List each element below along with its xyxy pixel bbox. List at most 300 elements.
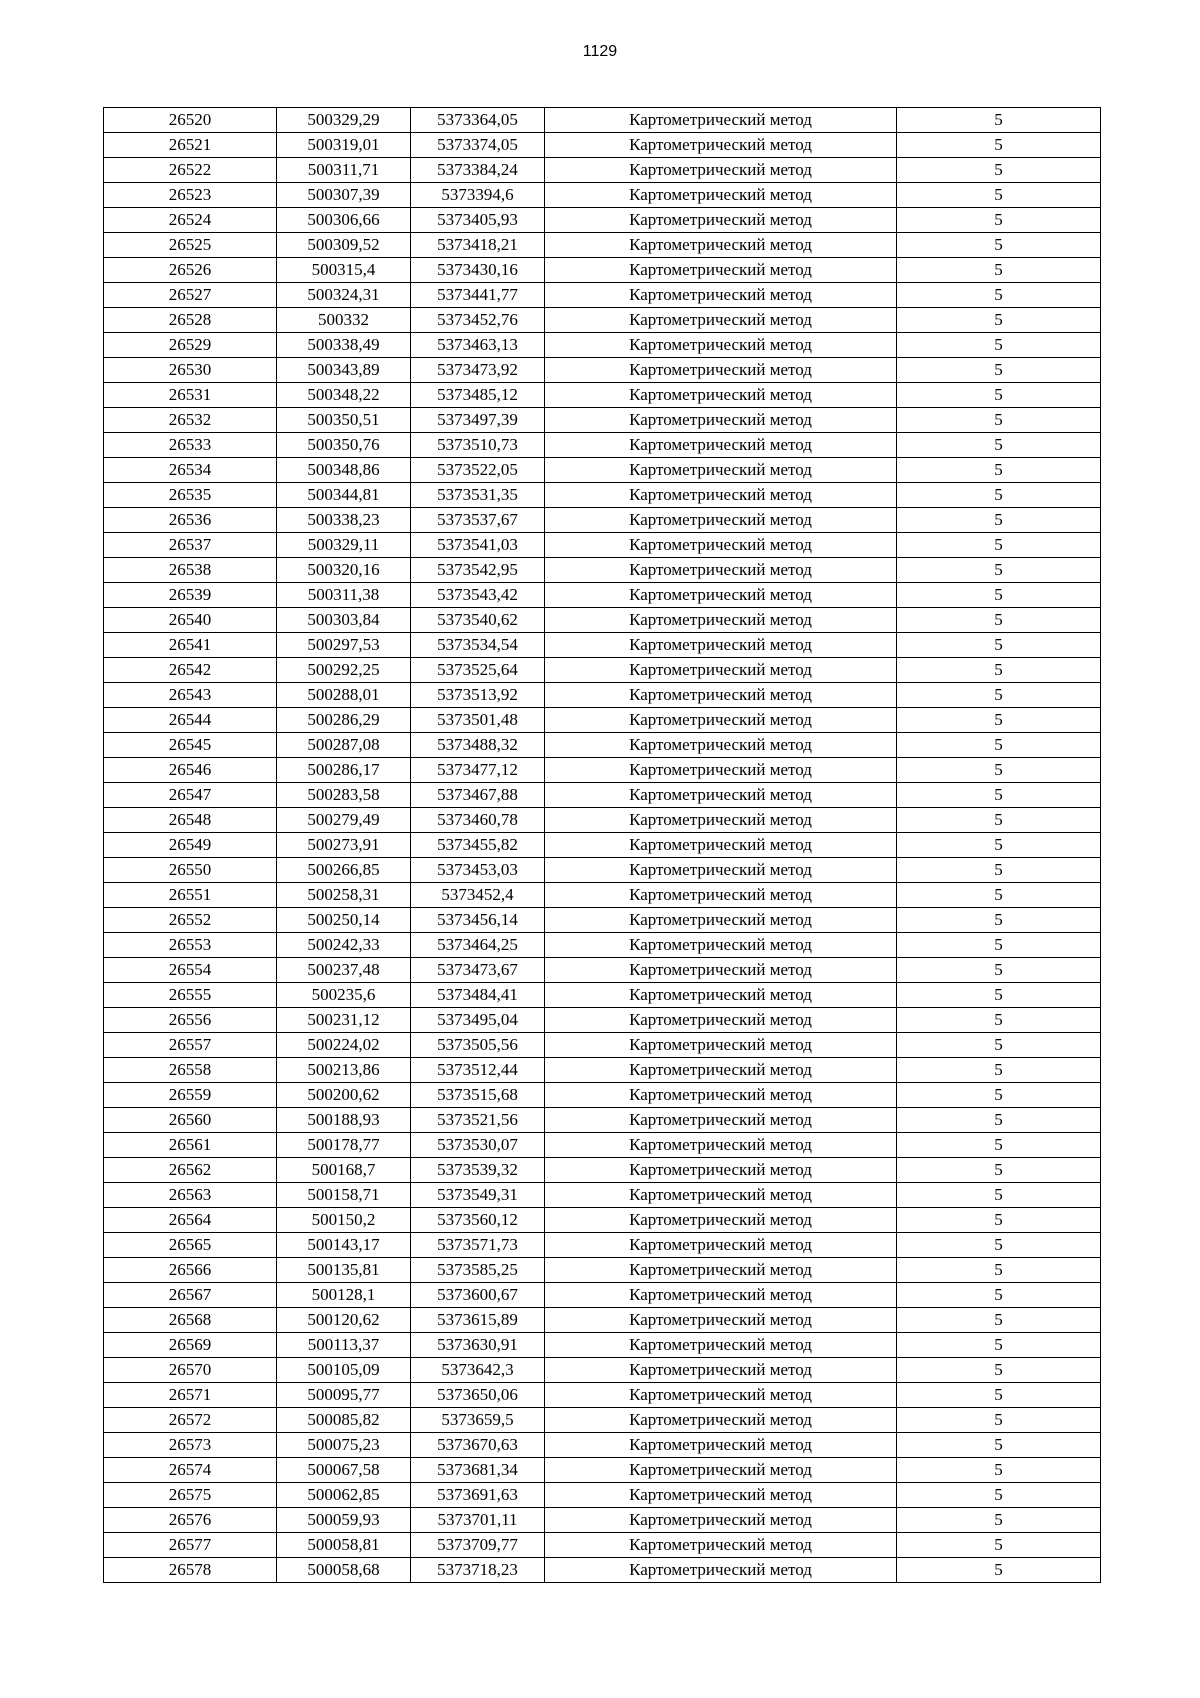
method-cell: Картометрический метод (545, 1183, 897, 1208)
y-coordinate-cell: 5373452,76 (411, 308, 545, 333)
point-number-cell: 26554 (104, 958, 277, 983)
method-cell: Картометрический метод (545, 408, 897, 433)
table-row (104, 758, 1101, 783)
point-number-cell: 26535 (104, 483, 277, 508)
accuracy-cell: 5 (897, 1058, 1101, 1083)
point-number-cell: 26569 (104, 1333, 277, 1358)
x-coordinate-cell: 500273,91 (277, 833, 411, 858)
table-row (104, 1058, 1101, 1083)
point-number-cell: 26573 (104, 1433, 277, 1458)
y-coordinate-cell: 5373534,54 (411, 633, 545, 658)
method-cell: Картометрический метод (545, 808, 897, 833)
accuracy-cell: 5 (897, 558, 1101, 583)
y-coordinate-cell: 5373394,6 (411, 183, 545, 208)
accuracy-cell: 5 (897, 833, 1101, 858)
point-number-cell: 26532 (104, 408, 277, 433)
x-coordinate-cell: 500105,09 (277, 1358, 411, 1383)
x-coordinate-cell: 500113,37 (277, 1333, 411, 1358)
y-coordinate-cell: 5373681,34 (411, 1458, 545, 1483)
table-row (104, 808, 1101, 833)
table-row (104, 1508, 1101, 1533)
point-number-cell: 26550 (104, 858, 277, 883)
table-row (104, 358, 1101, 383)
y-coordinate-cell: 5373497,39 (411, 408, 545, 433)
accuracy-cell: 5 (897, 758, 1101, 783)
method-cell: Картометрический метод (545, 1258, 897, 1283)
method-cell: Картометрический метод (545, 658, 897, 683)
x-coordinate-cell: 500085,82 (277, 1408, 411, 1433)
y-coordinate-cell: 5373691,63 (411, 1483, 545, 1508)
x-coordinate-cell: 500200,62 (277, 1083, 411, 1108)
point-number-cell: 26560 (104, 1108, 277, 1133)
accuracy-cell: 5 (897, 1233, 1101, 1258)
point-number-cell: 26521 (104, 133, 277, 158)
y-coordinate-cell: 5373659,5 (411, 1408, 545, 1433)
method-cell: Картометрический метод (545, 708, 897, 733)
x-coordinate-cell: 500120,62 (277, 1308, 411, 1333)
table-row (104, 1433, 1101, 1458)
point-number-cell: 26539 (104, 583, 277, 608)
table-row (104, 958, 1101, 983)
y-coordinate-cell: 5373430,16 (411, 258, 545, 283)
accuracy-cell: 5 (897, 733, 1101, 758)
table-row (104, 1033, 1101, 1058)
y-coordinate-cell: 5373542,95 (411, 558, 545, 583)
method-cell: Картометрический метод (545, 433, 897, 458)
method-cell: Картометрический метод (545, 1158, 897, 1183)
point-number-cell: 26568 (104, 1308, 277, 1333)
point-number-cell: 26549 (104, 833, 277, 858)
point-number-cell: 26561 (104, 1133, 277, 1158)
y-coordinate-cell: 5373630,91 (411, 1333, 545, 1358)
y-coordinate-cell: 5373488,32 (411, 733, 545, 758)
method-cell: Картометрический метод (545, 1308, 897, 1333)
x-coordinate-cell: 500307,39 (277, 183, 411, 208)
table-row (104, 483, 1101, 508)
x-coordinate-cell: 500178,77 (277, 1133, 411, 1158)
accuracy-cell: 5 (897, 583, 1101, 608)
accuracy-cell: 5 (897, 858, 1101, 883)
y-coordinate-cell: 5373531,35 (411, 483, 545, 508)
method-cell: Картометрический метод (545, 508, 897, 533)
table-row (104, 1408, 1101, 1433)
table-row (104, 183, 1101, 208)
accuracy-cell: 5 (897, 783, 1101, 808)
point-number-cell: 26559 (104, 1083, 277, 1108)
accuracy-cell: 5 (897, 958, 1101, 983)
point-number-cell: 26524 (104, 208, 277, 233)
x-coordinate-cell: 500231,12 (277, 1008, 411, 1033)
point-number-cell: 26538 (104, 558, 277, 583)
method-cell: Картометрический метод (545, 1433, 897, 1458)
x-coordinate-cell: 500258,31 (277, 883, 411, 908)
x-coordinate-cell: 500128,1 (277, 1283, 411, 1308)
table-row (104, 1333, 1101, 1358)
accuracy-cell: 5 (897, 1008, 1101, 1033)
method-cell: Картометрический метод (545, 208, 897, 233)
method-cell: Картометрический метод (545, 933, 897, 958)
accuracy-cell: 5 (897, 458, 1101, 483)
y-coordinate-cell: 5373549,31 (411, 1183, 545, 1208)
table-row (104, 833, 1101, 858)
x-coordinate-cell: 500168,7 (277, 1158, 411, 1183)
table-row (104, 883, 1101, 908)
method-cell: Картометрический метод (545, 733, 897, 758)
y-coordinate-cell: 5373384,24 (411, 158, 545, 183)
x-coordinate-cell: 500058,68 (277, 1558, 411, 1583)
table-row (104, 633, 1101, 658)
point-number-cell: 26537 (104, 533, 277, 558)
x-coordinate-cell: 500283,58 (277, 783, 411, 808)
point-number-cell: 26572 (104, 1408, 277, 1433)
method-cell: Картометрический метод (545, 958, 897, 983)
method-cell: Картометрический метод (545, 1358, 897, 1383)
accuracy-cell: 5 (897, 683, 1101, 708)
y-coordinate-cell: 5373455,82 (411, 833, 545, 858)
x-coordinate-cell: 500329,11 (277, 533, 411, 558)
accuracy-cell: 5 (897, 608, 1101, 633)
table-row (104, 133, 1101, 158)
table-row (104, 408, 1101, 433)
table-row (104, 683, 1101, 708)
method-cell: Картометрический метод (545, 833, 897, 858)
x-coordinate-cell: 500324,31 (277, 283, 411, 308)
x-coordinate-cell: 500306,66 (277, 208, 411, 233)
y-coordinate-cell: 5373670,63 (411, 1433, 545, 1458)
y-coordinate-cell: 5373453,03 (411, 858, 545, 883)
accuracy-cell: 5 (897, 1158, 1101, 1183)
point-number-cell: 26522 (104, 158, 277, 183)
table-row (104, 583, 1101, 608)
point-number-cell: 26562 (104, 1158, 277, 1183)
table-row (104, 1483, 1101, 1508)
y-coordinate-cell: 5373543,42 (411, 583, 545, 608)
y-coordinate-cell: 5373441,77 (411, 283, 545, 308)
x-coordinate-cell: 500329,29 (277, 108, 411, 133)
table-row (104, 908, 1101, 933)
accuracy-cell: 5 (897, 633, 1101, 658)
y-coordinate-cell: 5373485,12 (411, 383, 545, 408)
point-number-cell: 26533 (104, 433, 277, 458)
accuracy-cell: 5 (897, 283, 1101, 308)
table-row (104, 208, 1101, 233)
table-row (104, 733, 1101, 758)
table-row (104, 333, 1101, 358)
point-number-cell: 26575 (104, 1483, 277, 1508)
method-cell: Картометрический метод (545, 358, 897, 383)
method-cell: Картометрический метод (545, 458, 897, 483)
table-row (104, 1283, 1101, 1308)
coordinates-table (103, 107, 1101, 1583)
method-cell: Картометрический метод (545, 158, 897, 183)
x-coordinate-cell: 500235,6 (277, 983, 411, 1008)
accuracy-cell: 5 (897, 1533, 1101, 1558)
table-row (104, 383, 1101, 408)
point-number-cell: 26564 (104, 1208, 277, 1233)
point-number-cell: 26557 (104, 1033, 277, 1058)
table-row (104, 1533, 1101, 1558)
x-coordinate-cell: 500250,14 (277, 908, 411, 933)
accuracy-cell: 5 (897, 1383, 1101, 1408)
accuracy-cell: 5 (897, 983, 1101, 1008)
table-row (104, 658, 1101, 683)
y-coordinate-cell: 5373418,21 (411, 233, 545, 258)
x-coordinate-cell: 500286,29 (277, 708, 411, 733)
point-number-cell: 26552 (104, 908, 277, 933)
accuracy-cell: 5 (897, 908, 1101, 933)
point-number-cell: 26542 (104, 658, 277, 683)
method-cell: Картометрический метод (545, 1008, 897, 1033)
point-number-cell: 26525 (104, 233, 277, 258)
point-number-cell: 26544 (104, 708, 277, 733)
accuracy-cell: 5 (897, 1458, 1101, 1483)
x-coordinate-cell: 500150,2 (277, 1208, 411, 1233)
accuracy-cell: 5 (897, 1033, 1101, 1058)
method-cell: Картометрический метод (545, 883, 897, 908)
x-coordinate-cell: 500067,58 (277, 1458, 411, 1483)
x-coordinate-cell: 500319,01 (277, 133, 411, 158)
table-row (104, 458, 1101, 483)
x-coordinate-cell: 500266,85 (277, 858, 411, 883)
point-number-cell: 26540 (104, 608, 277, 633)
y-coordinate-cell: 5373364,05 (411, 108, 545, 133)
point-number-cell: 26567 (104, 1283, 277, 1308)
accuracy-cell: 5 (897, 933, 1101, 958)
method-cell: Картометрический метод (545, 1108, 897, 1133)
method-cell: Картометрический метод (545, 558, 897, 583)
method-cell: Картометрический метод (545, 1383, 897, 1408)
accuracy-cell: 5 (897, 1308, 1101, 1333)
table-row (104, 608, 1101, 633)
x-coordinate-cell: 500344,81 (277, 483, 411, 508)
table-row (104, 1208, 1101, 1233)
x-coordinate-cell: 500350,51 (277, 408, 411, 433)
y-coordinate-cell: 5373585,25 (411, 1258, 545, 1283)
accuracy-cell: 5 (897, 1483, 1101, 1508)
y-coordinate-cell: 5373522,05 (411, 458, 545, 483)
method-cell: Картометрический метод (545, 1483, 897, 1508)
accuracy-cell: 5 (897, 708, 1101, 733)
method-cell: Картометрический метод (545, 1408, 897, 1433)
y-coordinate-cell: 5373600,67 (411, 1283, 545, 1308)
accuracy-cell: 5 (897, 658, 1101, 683)
point-number-cell: 26527 (104, 283, 277, 308)
point-number-cell: 26566 (104, 1258, 277, 1283)
y-coordinate-cell: 5373484,41 (411, 983, 545, 1008)
method-cell: Картометрический метод (545, 483, 897, 508)
accuracy-cell: 5 (897, 1558, 1101, 1583)
point-number-cell: 26548 (104, 808, 277, 833)
y-coordinate-cell: 5373463,13 (411, 333, 545, 358)
table-row (104, 1233, 1101, 1258)
x-coordinate-cell: 500075,23 (277, 1433, 411, 1458)
method-cell: Картометрический метод (545, 783, 897, 808)
x-coordinate-cell: 500320,16 (277, 558, 411, 583)
table-row (104, 783, 1101, 808)
y-coordinate-cell: 5373709,77 (411, 1533, 545, 1558)
y-coordinate-cell: 5373650,06 (411, 1383, 545, 1408)
x-coordinate-cell: 500062,85 (277, 1483, 411, 1508)
accuracy-cell: 5 (897, 1133, 1101, 1158)
point-number-cell: 26543 (104, 683, 277, 708)
y-coordinate-cell: 5373718,23 (411, 1558, 545, 1583)
y-coordinate-cell: 5373374,05 (411, 133, 545, 158)
x-coordinate-cell: 500309,52 (277, 233, 411, 258)
point-number-cell: 26551 (104, 883, 277, 908)
method-cell: Картометрический метод (545, 608, 897, 633)
table-row (104, 558, 1101, 583)
method-cell: Картометрический метод (545, 258, 897, 283)
x-coordinate-cell: 500286,17 (277, 758, 411, 783)
point-number-cell: 26574 (104, 1458, 277, 1483)
method-cell: Картометрический метод (545, 908, 897, 933)
x-coordinate-cell: 500288,01 (277, 683, 411, 708)
accuracy-cell: 5 (897, 533, 1101, 558)
method-cell: Картометрический метод (545, 1233, 897, 1258)
y-coordinate-cell: 5373456,14 (411, 908, 545, 933)
accuracy-cell: 5 (897, 1433, 1101, 1458)
y-coordinate-cell: 5373560,12 (411, 1208, 545, 1233)
x-coordinate-cell: 500224,02 (277, 1033, 411, 1058)
accuracy-cell: 5 (897, 808, 1101, 833)
point-number-cell: 26565 (104, 1233, 277, 1258)
method-cell: Картометрический метод (545, 233, 897, 258)
point-number-cell: 26556 (104, 1008, 277, 1033)
point-number-cell: 26553 (104, 933, 277, 958)
point-number-cell: 26529 (104, 333, 277, 358)
method-cell: Картометрический метод (545, 983, 897, 1008)
accuracy-cell: 5 (897, 1283, 1101, 1308)
x-coordinate-cell: 500338,23 (277, 508, 411, 533)
x-coordinate-cell: 500315,4 (277, 258, 411, 283)
y-coordinate-cell: 5373505,56 (411, 1033, 545, 1058)
x-coordinate-cell: 500350,76 (277, 433, 411, 458)
point-number-cell: 26526 (104, 258, 277, 283)
y-coordinate-cell: 5373405,93 (411, 208, 545, 233)
y-coordinate-cell: 5373473,92 (411, 358, 545, 383)
accuracy-cell: 5 (897, 258, 1101, 283)
table-row (104, 1183, 1101, 1208)
point-number-cell: 26578 (104, 1558, 277, 1583)
method-cell: Картометрический метод (545, 633, 897, 658)
method-cell: Картометрический метод (545, 583, 897, 608)
y-coordinate-cell: 5373464,25 (411, 933, 545, 958)
table-row (104, 233, 1101, 258)
point-number-cell: 26531 (104, 383, 277, 408)
x-coordinate-cell: 500343,89 (277, 358, 411, 383)
table-row (104, 983, 1101, 1008)
y-coordinate-cell: 5373615,89 (411, 1308, 545, 1333)
x-coordinate-cell: 500292,25 (277, 658, 411, 683)
y-coordinate-cell: 5373501,48 (411, 708, 545, 733)
x-coordinate-cell: 500338,49 (277, 333, 411, 358)
method-cell: Картометрический метод (545, 333, 897, 358)
y-coordinate-cell: 5373530,07 (411, 1133, 545, 1158)
accuracy-cell: 5 (897, 358, 1101, 383)
table-row (104, 308, 1101, 333)
method-cell: Картометрический метод (545, 1208, 897, 1233)
method-cell: Картометрический метод (545, 283, 897, 308)
x-coordinate-cell: 500058,81 (277, 1533, 411, 1558)
table-row (104, 1383, 1101, 1408)
accuracy-cell: 5 (897, 483, 1101, 508)
x-coordinate-cell: 500279,49 (277, 808, 411, 833)
y-coordinate-cell: 5373541,03 (411, 533, 545, 558)
point-number-cell: 26547 (104, 783, 277, 808)
y-coordinate-cell: 5373540,62 (411, 608, 545, 633)
table-row (104, 1458, 1101, 1483)
accuracy-cell: 5 (897, 208, 1101, 233)
x-coordinate-cell: 500213,86 (277, 1058, 411, 1083)
y-coordinate-cell: 5373571,73 (411, 1233, 545, 1258)
x-coordinate-cell: 500311,38 (277, 583, 411, 608)
x-coordinate-cell: 500348,86 (277, 458, 411, 483)
x-coordinate-cell: 500158,71 (277, 1183, 411, 1208)
point-number-cell: 26530 (104, 358, 277, 383)
table-row (104, 533, 1101, 558)
table-row (104, 158, 1101, 183)
point-number-cell: 26536 (104, 508, 277, 533)
accuracy-cell: 5 (897, 1108, 1101, 1133)
method-cell: Картометрический метод (545, 308, 897, 333)
point-number-cell: 26555 (104, 983, 277, 1008)
x-coordinate-cell: 500332 (277, 308, 411, 333)
table-row (104, 708, 1101, 733)
method-cell: Картометрический метод (545, 1058, 897, 1083)
y-coordinate-cell: 5373510,73 (411, 433, 545, 458)
x-coordinate-cell: 500143,17 (277, 1233, 411, 1258)
point-number-cell: 26546 (104, 758, 277, 783)
accuracy-cell: 5 (897, 1083, 1101, 1108)
method-cell: Картометрический метод (545, 183, 897, 208)
point-number-cell: 26576 (104, 1508, 277, 1533)
x-coordinate-cell: 500135,81 (277, 1258, 411, 1283)
method-cell: Картометрический метод (545, 1558, 897, 1583)
accuracy-cell: 5 (897, 1508, 1101, 1533)
x-coordinate-cell: 500303,84 (277, 608, 411, 633)
method-cell: Картометрический метод (545, 133, 897, 158)
accuracy-cell: 5 (897, 1183, 1101, 1208)
table-row (104, 1008, 1101, 1033)
x-coordinate-cell: 500095,77 (277, 1383, 411, 1408)
point-number-cell: 26570 (104, 1358, 277, 1383)
accuracy-cell: 5 (897, 1333, 1101, 1358)
table-row (104, 1158, 1101, 1183)
accuracy-cell: 5 (897, 1358, 1101, 1383)
y-coordinate-cell: 5373521,56 (411, 1108, 545, 1133)
method-cell: Картометрический метод (545, 683, 897, 708)
method-cell: Картометрический метод (545, 1458, 897, 1483)
method-cell: Картометрический метод (545, 1283, 897, 1308)
method-cell: Картометрический метод (545, 1533, 897, 1558)
method-cell: Картометрический метод (545, 1133, 897, 1158)
table-row (104, 1108, 1101, 1133)
y-coordinate-cell: 5373473,67 (411, 958, 545, 983)
x-coordinate-cell: 500297,53 (277, 633, 411, 658)
y-coordinate-cell: 5373460,78 (411, 808, 545, 833)
accuracy-cell: 5 (897, 433, 1101, 458)
accuracy-cell: 5 (897, 383, 1101, 408)
x-coordinate-cell: 500311,71 (277, 158, 411, 183)
point-number-cell: 26523 (104, 183, 277, 208)
point-number-cell: 26563 (104, 1183, 277, 1208)
table-row (104, 283, 1101, 308)
y-coordinate-cell: 5373477,12 (411, 758, 545, 783)
accuracy-cell: 5 (897, 308, 1101, 333)
method-cell: Картометрический метод (545, 1083, 897, 1108)
table-row (104, 1258, 1101, 1283)
y-coordinate-cell: 5373495,04 (411, 1008, 545, 1033)
